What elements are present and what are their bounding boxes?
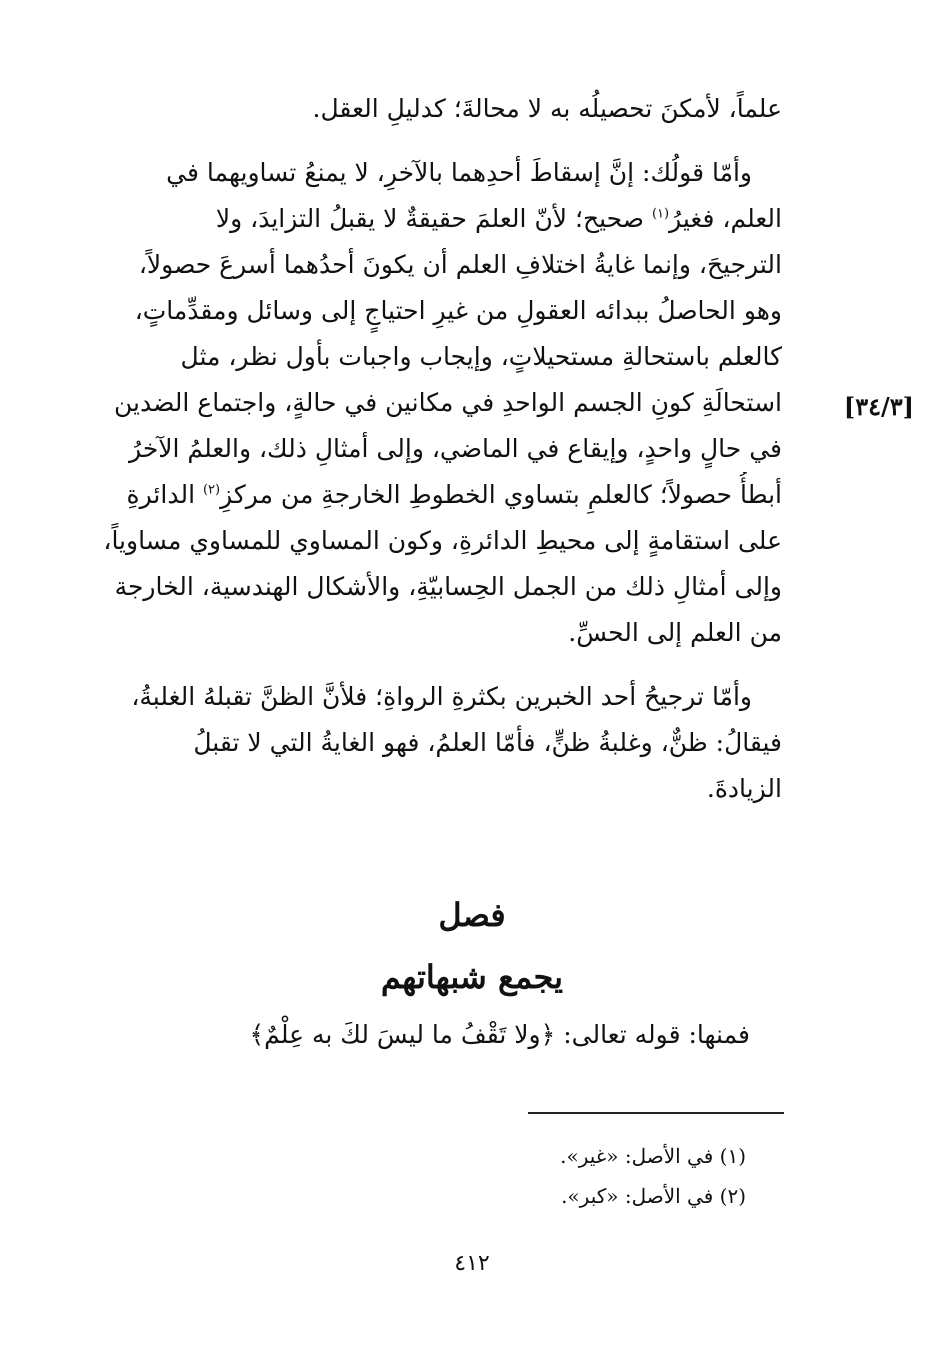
line-text: العلم، فغيرُ [669,204,782,233]
paragraph-line: الزيادةَ. [706,774,782,803]
paragraph-line: استحالَةِ كونِ الجسم الواحدِ في مكانين في حالةٍ، واجتماع الضدين [114,388,782,417]
paragraph-line [78,472,782,518]
paragraph-2 [78,150,782,656]
section-subtitle: يجمع شبهاتهم [380,958,564,996]
margin-page-marker: [٣٤/٣] [843,392,914,421]
paragraph-line: وأمّا قولُك: إنَّ إسقاطَ أحدِهما بالآخرِ، لا يمنعُ تساويهما في [166,158,752,187]
paragraph-line: وهو الحاصلُ ببدائه العقولِ من غيرِ احتياجٍ إلى وسائل ومقدِّماتٍ، [134,296,782,325]
footnote-ref-2[interactable]: (٢) [202,482,221,498]
footnote-1: (١) في الأصل: «غير». [560,1144,746,1168]
line-text: أبطأُ حصولاً؛ كالعلمِ بتساوي الخطوطِ الخارجةِ من مركزِ [220,480,782,509]
line-text: صحيح؛ لأنّ العلمَ حقيقةٌ لا يقبلُ التزايدَ، ولا [215,204,652,233]
paragraph-line: علماً، لأمكنَ تحصيلُه به لا محالةَ؛ كدليلِ العقل. [312,94,782,123]
paragraph-line: فيقالُ: ظنٌّ، وغلبةُ ظنٍّ، فأمّا العلمُ، فهو الغايةُ التي لا تقبلُ [193,728,782,757]
verse-line: فمنها: قوله تعالى: ﴿ولا تَقْفُ ما ليسَ لكَ به عِلْمٌ﴾ [249,1020,750,1049]
footnote-ref-1[interactable]: (١) [651,206,670,222]
page-number: ٤١٢ [454,1251,490,1276]
paragraph-line: كالعلم باستحالةِ مستحيلاتٍ، وإيجاب واجبات بأول نظر، مثل [180,342,782,371]
footnotes [78,1136,746,1216]
paragraph-line: وإلى أمثالِ ذلك من الجمل الحِسابيّةِ، والأشكال الهندسية، الخارجة [114,572,782,601]
paragraph-line: على استقامةٍ إلى محيطِ الدائرةِ، وكون المساوي للمساوي مساوياً، [103,526,782,555]
paragraph-line: في حالٍ واحدٍ، وإيقاع في الماضي، وإلى أمثالِ ذلك، والعلمُ الآخرُ [129,434,782,463]
paragraph-3 [78,674,782,812]
paragraph-line: من العلم إلى الحسِّ. [568,618,782,647]
paragraph-line: وأمّا ترجيحُ أحد الخبرين بكثرةِ الرواةِ؛ فلأنَّ الظنَّ تقبلهُ الغلبةُ، [131,682,752,711]
line-text: الدائرةِ [126,480,203,509]
paragraph-1 [78,86,782,132]
paragraph-line [78,196,782,242]
section-title: فصل [438,896,506,934]
paragraph-line: الترجيحَ، وإنما غايةُ اختلافِ العلم أن يكونَ أحدُهما أسرعَ حصولاً، [138,250,782,279]
footnote-2: (٢) في الأصل: «كبر». [561,1184,746,1208]
footnote-separator [528,1112,784,1114]
